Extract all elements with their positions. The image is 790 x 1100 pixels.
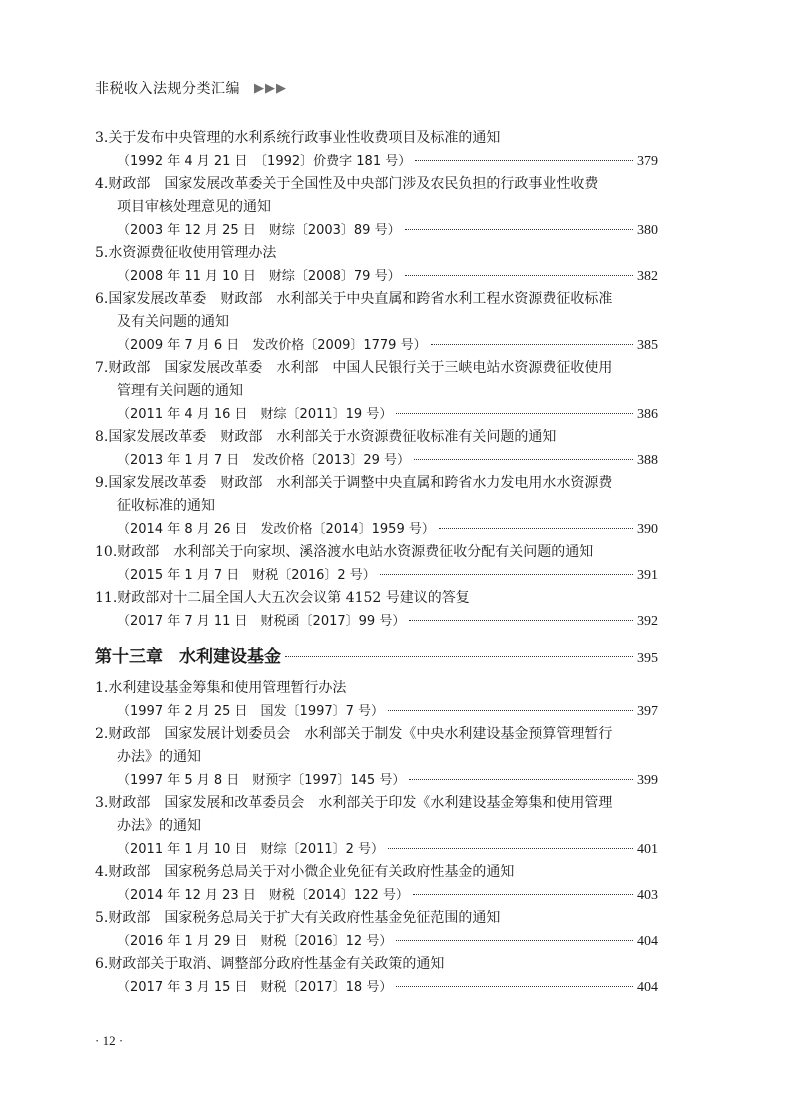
toc-section-1 bbox=[95, 127, 658, 633]
entry-title: 财政部 国家税务总局关于对小微企业免征有关政府性基金的通知 bbox=[108, 864, 515, 880]
entry-number: 5. bbox=[95, 245, 109, 261]
dot-leader bbox=[396, 986, 633, 987]
entry-page-number: 403 bbox=[637, 888, 658, 903]
entry-reference-line bbox=[95, 150, 658, 173]
entry-title: 办法》的通知 bbox=[117, 818, 201, 834]
entry-document-ref: （2011 年 1 月 10 日 财综〔2011〕2 号） bbox=[117, 842, 385, 857]
header-title: 非税收入法规分类汇编 bbox=[95, 81, 240, 97]
entry-number: 3. bbox=[95, 795, 109, 811]
entry-title: 国家发展改革委 财政部 水利部关于调整中央直属和跨省水力发电用水水资源费 bbox=[108, 475, 613, 491]
entry-reference-line bbox=[95, 564, 658, 587]
entry-reference-line bbox=[95, 769, 658, 792]
entry-reference-line bbox=[95, 884, 658, 907]
toc-entry[interactable] bbox=[95, 288, 658, 357]
entry-title: 财政部 国家发展和改革委员会 水利部关于印发《水利建设基金筹集和使用管理 bbox=[108, 795, 613, 811]
entry-title-line bbox=[95, 173, 658, 196]
entry-reference-line bbox=[95, 610, 658, 633]
entry-reference-line bbox=[95, 518, 658, 541]
entry-reference-line bbox=[95, 265, 658, 288]
entry-title-line bbox=[95, 792, 658, 815]
toc-entry[interactable] bbox=[95, 242, 658, 288]
entry-number: 10. bbox=[95, 544, 118, 560]
entry-number: 3. bbox=[95, 130, 109, 146]
entry-document-ref: （2017 年 3 月 15 日 财税〔2017〕18 号） bbox=[117, 980, 393, 995]
dot-leader bbox=[405, 275, 633, 276]
entry-page-number: 391 bbox=[637, 568, 658, 583]
entry-page-number: 390 bbox=[637, 522, 658, 537]
header-arrows-icon: ▶▶▶ bbox=[254, 80, 287, 96]
dot-leader bbox=[409, 620, 633, 621]
entry-document-ref: （2009 年 7 月 6 日 发改价格〔2009〕1779 号） bbox=[117, 338, 427, 353]
entry-title-line bbox=[95, 677, 658, 700]
dot-leader bbox=[409, 779, 633, 780]
entry-title: 财政部 国家发展改革委关于全国性及中央部门涉及农民负担的行政事业性收费 bbox=[108, 176, 599, 192]
chapter-number: 第十三章 bbox=[95, 647, 163, 667]
entry-title-line bbox=[95, 357, 658, 380]
toc-entry[interactable] bbox=[95, 541, 658, 587]
entry-page-number: 379 bbox=[637, 154, 658, 169]
entry-title: 财政部 国家税务总局关于扩大有关政府性基金免征范围的通知 bbox=[108, 910, 501, 926]
entry-reference-line bbox=[95, 334, 658, 357]
entry-document-ref: （2016 年 1 月 29 日 财税〔2016〕12 号） bbox=[117, 934, 393, 949]
entry-title: 水利建设基金筹集和使用管理暂行办法 bbox=[108, 680, 347, 696]
toc-entry[interactable] bbox=[95, 127, 658, 173]
entry-title-line bbox=[95, 746, 658, 769]
entry-reference-line bbox=[95, 930, 658, 953]
dot-leader bbox=[431, 344, 633, 345]
entry-page-number: 399 bbox=[637, 773, 658, 788]
toc-entry[interactable] bbox=[95, 173, 658, 242]
entry-title: 财政部 国家发展计划委员会 水利部关于制发《中央水利建设基金预算管理暂行 bbox=[108, 726, 613, 742]
toc-entry[interactable] bbox=[95, 426, 658, 472]
entry-document-ref: （1997 年 2 月 25 日 国发〔1997〕7 号） bbox=[117, 704, 385, 719]
entry-document-ref: （1992 年 4 月 21 日 〔1992〕价费字 181 号） bbox=[117, 154, 412, 169]
page-footer: · 12 · bbox=[95, 1033, 124, 1048]
entry-title-line bbox=[95, 815, 658, 838]
entry-reference-line bbox=[95, 449, 658, 472]
toc-entry[interactable] bbox=[95, 907, 658, 953]
entry-title: 管理有关问题的通知 bbox=[117, 383, 243, 399]
table-of-contents bbox=[95, 127, 658, 999]
entry-document-ref: （2014 年 8 月 26 日 发改价格〔2014〕1959 号） bbox=[117, 522, 435, 537]
entry-title-line bbox=[95, 495, 658, 518]
entry-page-number: 404 bbox=[637, 980, 658, 995]
entry-title: 国家发展改革委 财政部 水利部关于水资源费征收标准有关问题的通知 bbox=[108, 429, 557, 445]
entry-document-ref: （2008 年 11 月 10 日 财综〔2008〕79 号） bbox=[117, 269, 401, 284]
entry-title-line bbox=[95, 127, 658, 150]
entry-title-line bbox=[95, 196, 658, 219]
entry-number: 11. bbox=[95, 590, 118, 606]
entry-reference-line bbox=[95, 700, 658, 723]
toc-entry[interactable] bbox=[95, 953, 658, 999]
entry-number: 6. bbox=[95, 956, 109, 972]
entry-title-line bbox=[95, 242, 658, 265]
entry-title: 财政部对十二届全国人大五次会议第 4152 号建议的答复 bbox=[117, 590, 470, 606]
entry-title: 水资源费征收使用管理办法 bbox=[108, 245, 277, 261]
toc-entry[interactable] bbox=[95, 357, 658, 426]
entry-reference-line bbox=[95, 403, 658, 426]
entry-document-ref: （2011 年 4 月 16 日 财综〔2011〕19 号） bbox=[117, 407, 393, 422]
dot-leader bbox=[380, 574, 633, 575]
dot-leader bbox=[413, 894, 633, 895]
entry-page-number: 380 bbox=[637, 223, 658, 238]
entry-page-number: 385 bbox=[637, 338, 658, 353]
entry-title-line bbox=[95, 723, 658, 746]
entry-number: 6. bbox=[95, 291, 109, 307]
entry-number: 7. bbox=[95, 360, 109, 376]
running-header bbox=[95, 78, 287, 98]
entry-reference-line bbox=[95, 838, 658, 861]
dot-leader bbox=[439, 528, 633, 529]
entry-title-line bbox=[95, 953, 658, 976]
toc-entry[interactable] bbox=[95, 723, 658, 792]
entry-title: 关于发布中央管理的水利系统行政事业性收费项目及标准的通知 bbox=[108, 130, 501, 146]
entry-title: 财政部 水利部关于向家坝、溪洛渡水电站水资源费征收分配有关问题的通知 bbox=[117, 544, 594, 560]
entry-page-number: 404 bbox=[637, 934, 658, 949]
entry-title: 办法》的通知 bbox=[117, 749, 201, 765]
entry-title: 国家发展改革委 财政部 水利部关于中央直属和跨省水利工程水资源费征收标准 bbox=[108, 291, 613, 307]
entry-number: 8. bbox=[95, 429, 109, 445]
entry-reference-line bbox=[95, 976, 658, 999]
entry-page-number: 382 bbox=[637, 269, 658, 284]
entry-title-line bbox=[95, 288, 658, 311]
dot-leader bbox=[415, 160, 633, 161]
entry-title-line bbox=[95, 472, 658, 495]
entry-title-line bbox=[95, 311, 658, 334]
dot-leader bbox=[396, 413, 633, 414]
toc-entry[interactable] bbox=[95, 472, 658, 541]
entry-number: 4. bbox=[95, 864, 109, 880]
entry-page-number: 392 bbox=[637, 614, 658, 629]
entry-page-number: 388 bbox=[637, 453, 658, 468]
entry-title-line bbox=[95, 380, 658, 403]
dot-leader bbox=[414, 459, 633, 460]
entry-title-line bbox=[95, 907, 658, 930]
entry-number: 2. bbox=[95, 726, 109, 742]
toc-entry[interactable] bbox=[95, 861, 658, 907]
entry-title: 财政部 国家发展改革委 水利部 中国人民银行关于三峡电站水资源费征收使用 bbox=[108, 360, 613, 376]
entry-number: 1. bbox=[95, 680, 109, 696]
dot-leader bbox=[388, 710, 633, 711]
entry-title-line bbox=[95, 541, 658, 564]
entry-document-ref: （2013 年 1 月 7 日 发改价格〔2013〕29 号） bbox=[117, 453, 411, 468]
entry-number: 5. bbox=[95, 910, 109, 926]
toc-entry[interactable] bbox=[95, 792, 658, 861]
dot-leader bbox=[405, 229, 633, 230]
entry-document-ref: （2014 年 12 月 23 日 财税〔2014〕122 号） bbox=[117, 888, 409, 903]
toc-entry[interactable] bbox=[95, 677, 658, 723]
entry-document-ref: （1997 年 5 月 8 日 财预字〔1997〕145 号） bbox=[117, 773, 406, 788]
dot-leader bbox=[285, 656, 633, 657]
entry-page-number: 401 bbox=[637, 842, 658, 857]
dot-leader bbox=[396, 940, 633, 941]
entry-title: 财政部关于取消、调整部分政府性基金有关政策的通知 bbox=[108, 956, 445, 972]
entry-document-ref: （2017 年 7 月 11 日 财税函〔2017〕99 号） bbox=[117, 614, 406, 629]
chapter-heading[interactable] bbox=[95, 637, 658, 677]
entry-title-line bbox=[95, 587, 658, 610]
entry-page-number: 386 bbox=[637, 407, 658, 422]
chapter-title: 水利建设基金 bbox=[179, 647, 281, 667]
entry-title-line bbox=[95, 426, 658, 449]
entry-title: 项目审核处理意见的通知 bbox=[117, 199, 271, 215]
toc-entry[interactable] bbox=[95, 587, 658, 633]
toc-section-2 bbox=[95, 677, 658, 999]
entry-number: 9. bbox=[95, 475, 109, 491]
entry-title-line bbox=[95, 861, 658, 884]
entry-title: 及有关问题的通知 bbox=[117, 314, 229, 330]
entry-reference-line bbox=[95, 219, 658, 242]
entry-number: 4. bbox=[95, 176, 109, 192]
entry-document-ref: （2015 年 1 月 7 日 财税〔2016〕2 号） bbox=[117, 568, 376, 583]
entry-document-ref: （2003 年 12 月 25 日 财综〔2003〕89 号） bbox=[117, 223, 401, 238]
dot-leader bbox=[388, 848, 633, 849]
chapter-page: 395 bbox=[637, 651, 658, 666]
entry-page-number: 397 bbox=[637, 704, 658, 719]
entry-title: 征收标准的通知 bbox=[117, 498, 215, 514]
